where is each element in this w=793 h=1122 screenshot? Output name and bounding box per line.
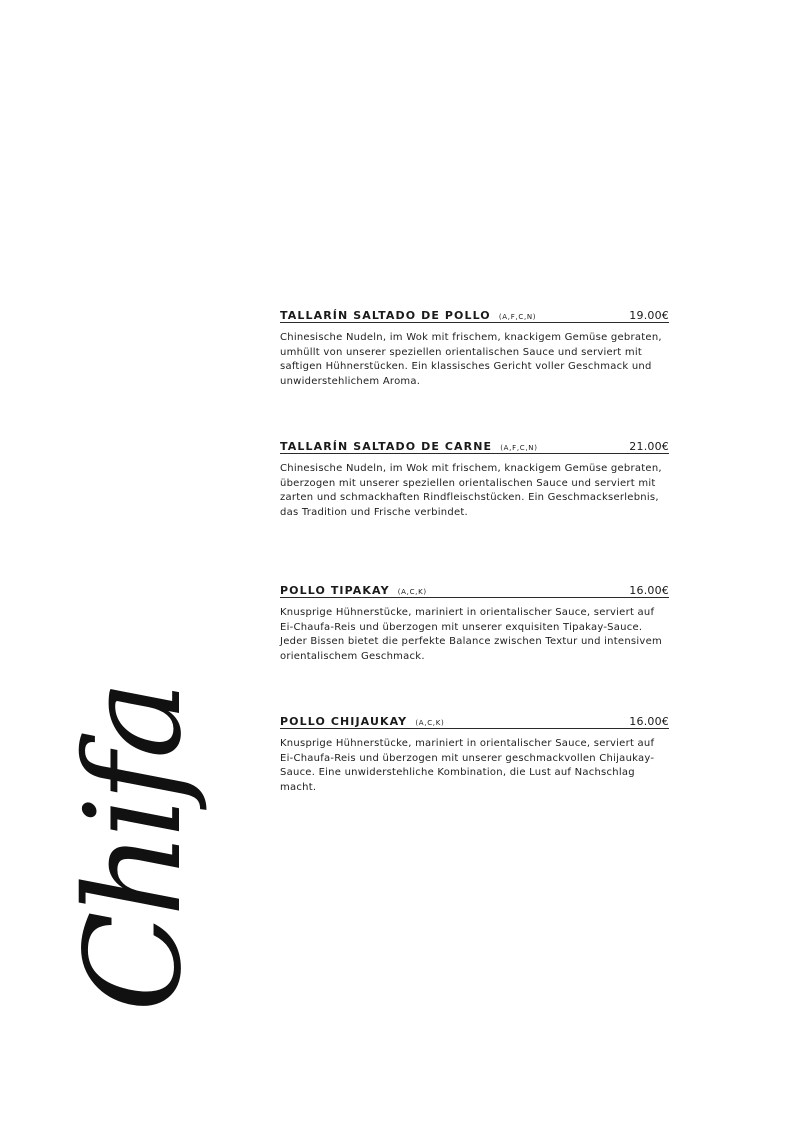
menu-item-title: [280, 579, 427, 598]
menu-item-header: [280, 304, 669, 323]
menu-item-title: [280, 435, 538, 454]
menu-item-allergens: (A,C,K): [397, 588, 427, 596]
menu-item-description: Knusprige Hühnerstücke, mariniert in orientalischer Sauce, serviert auf Ei-Chaufa-Reis und überzogen mit unserer geschmackvollen Chijaukay-Sauce. Eine unwiderstehliche Kombination, die Lust auf Nachschlag macht.: [280, 738, 655, 793]
menu-item-header: [280, 435, 669, 454]
menu-item-description: Chinesische Nudeln, im Wok mit frischem, knackigem Gemüse gebraten, überzogen mit unserer speziellen orientalischen Sauce und serviert mit zarten und schmackhaften Rindfleischstücken. Ein Geschmackserlebnis, das Tradition und Frische verbindet.: [280, 463, 662, 518]
menu-item-name: POLLO TIPAKAY: [280, 584, 390, 597]
menu-item-price: 19.00€: [629, 309, 669, 322]
section-title: Chifa: [57, 686, 211, 1012]
menu-item-price: 16.00€: [629, 715, 669, 728]
menu-item-price: 21.00€: [629, 440, 669, 453]
menu-item-pollo-tipakay: [280, 579, 669, 664]
menu-item-description: Chinesische Nudeln, im Wok mit frischem, knackigem Gemüse gebraten, umhüllt von unserer speziellen orientalischen Sauce und serviert mit saftigen Hühnerstücken. Ein klassisches Gericht voller Geschmack und unwiderstehlichem Aroma.: [280, 332, 662, 387]
menu-item-tallarin-saltado-de-carne: [280, 435, 669, 520]
menu-item-allergens: (A,F,C,N): [500, 444, 538, 452]
menu-item-title: [280, 304, 536, 323]
menu-item-title: [280, 710, 444, 729]
menu-item-description: Knusprige Hühnerstücke, mariniert in orientalischer Sauce, serviert auf Ei-Chaufa-Reis und überzogen mit unserer exquisiten Tipakay-Sauce. Jeder Bissen bietet die perfekte Balance zwischen Textur und intensivem orientalischem Geschmack.: [280, 607, 662, 662]
menu-item-name: TALLARÍN SALTADO DE POLLO: [280, 309, 491, 322]
menu-item-pollo-chijaukay: [280, 710, 669, 795]
menu-item-tallarin-saltado-de-pollo: [280, 304, 669, 389]
menu-item-header: [280, 710, 669, 729]
menu-item-name: TALLARÍN SALTADO DE CARNE: [280, 440, 493, 453]
menu-item-price: 16.00€: [629, 584, 669, 597]
menu-item-allergens: (A,C,K): [415, 719, 445, 727]
menu-item-name: POLLO CHIJAUKAY: [280, 715, 408, 728]
menu-item-header: [280, 579, 669, 598]
menu-item-allergens: (A,F,C,N): [498, 313, 537, 321]
